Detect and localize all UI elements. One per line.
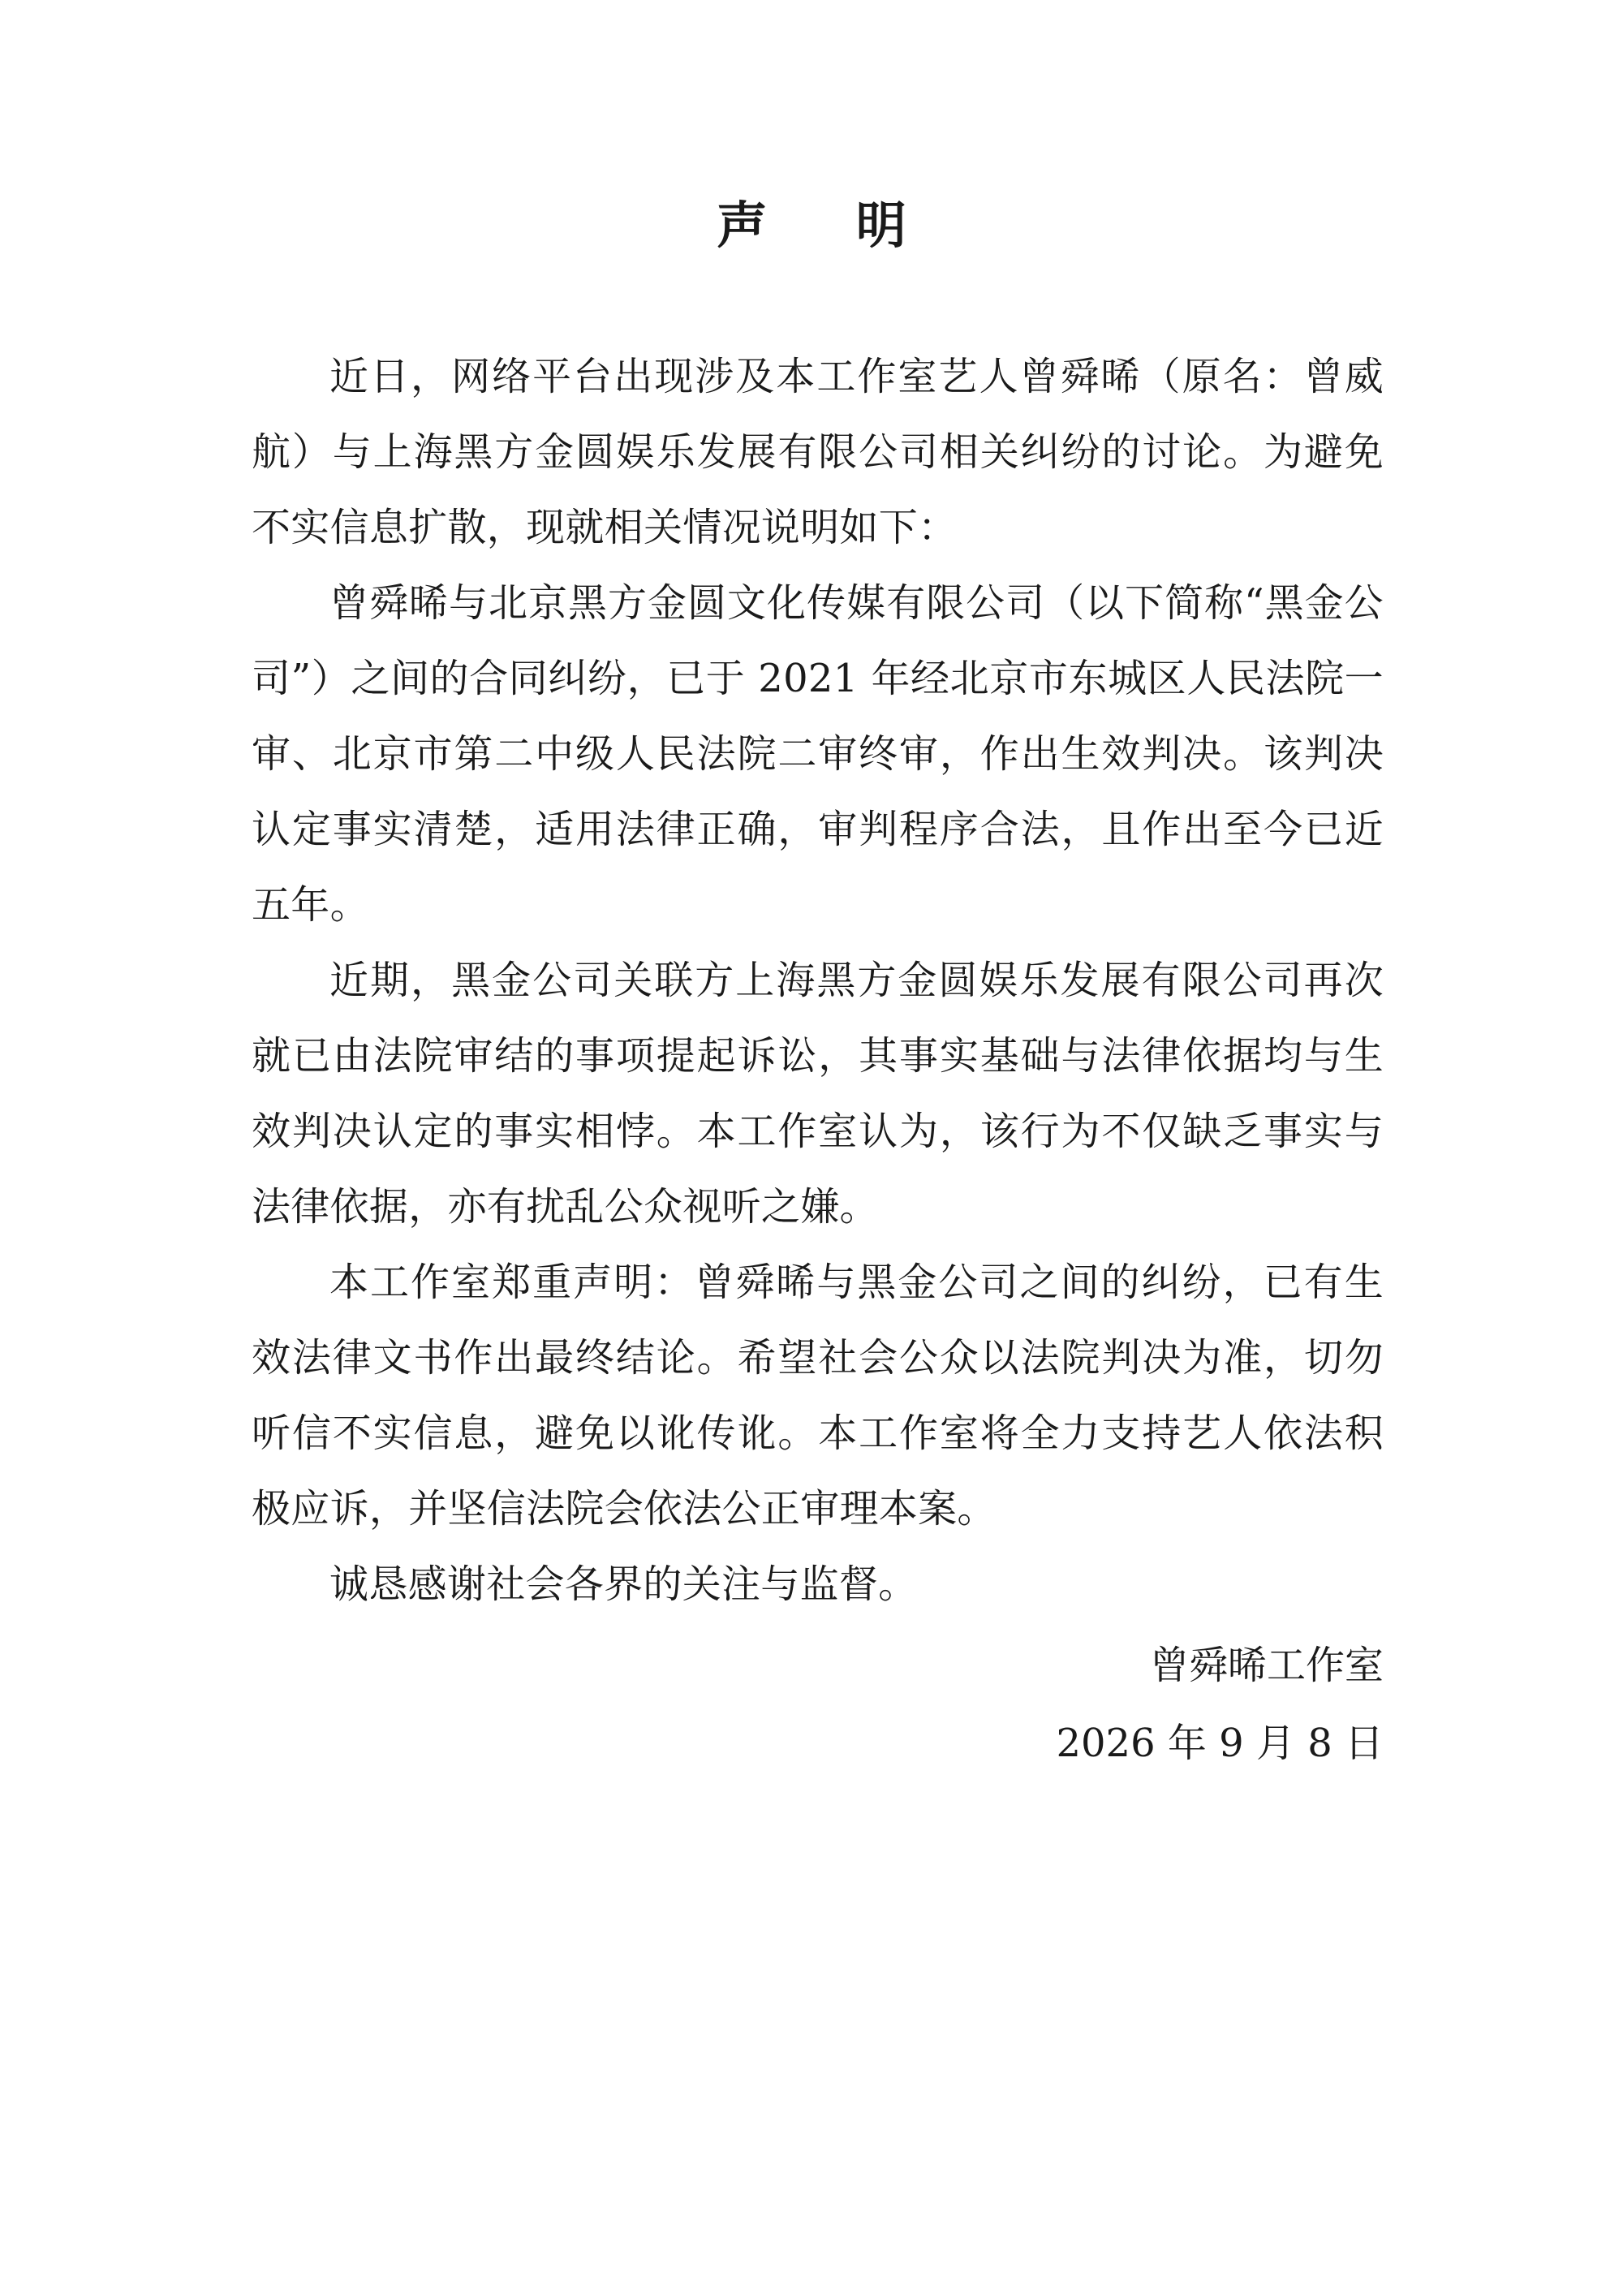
signature-date: 2026 年 9 月 8 日 — [1056, 1721, 1384, 1766]
paragraph-declaration: 本工作室郑重声明：曾舜晞与黑金公司之间的纠纷，已有生效法律文书作出最终结论。希望社会公众以法院判决为准，切勿听信不实信息，避免以讹传讹。本工作室将全力支持艺人依法积极应诉，并坚信法院会依法公正审理本案。 — [252, 1260, 1384, 1531]
document-body — [252, 339, 1384, 1622]
paragraph-intro: 近日，网络平台出现涉及本工作室艺人曾舜晞（原名：曾威航）与上海黑方金圆娱乐发展有限公司相关纠纷的讨论。为避免不实信息扩散，现就相关情况说明如下： — [252, 354, 1384, 550]
signature-block — [1056, 1626, 1384, 1782]
paragraph-judgment: 曾舜晞与北京黑方金圆文化传媒有限公司（以下简称“黑金公司”）之间的合同纠纷，已于 2021 年经北京市东城区人民法院一审、北京市第二中级人民法院二审终审，作出生效判决。该判决认定事实清楚，适用法律正确，审判程序合法，且作出至今已近五年。 — [252, 580, 1384, 928]
paragraph-new-lawsuit: 近期，黑金公司关联方上海黑方金圆娱乐发展有限公司再次就已由法院审结的事项提起诉讼，其事实基础与法律依据均与生效判决认定的事实相悖。本工作室认为，该行为不仅缺乏事实与法律依据，亦有扰乱公众视听之嫌。 — [252, 958, 1384, 1230]
paragraph-thanks: 诚恳感谢社会各界的关注与监督。 — [329, 1562, 918, 1607]
document-title: 声 明 — [717, 196, 942, 255]
signature-issuer: 曾舜晞工作室 — [1149, 1643, 1384, 1688]
